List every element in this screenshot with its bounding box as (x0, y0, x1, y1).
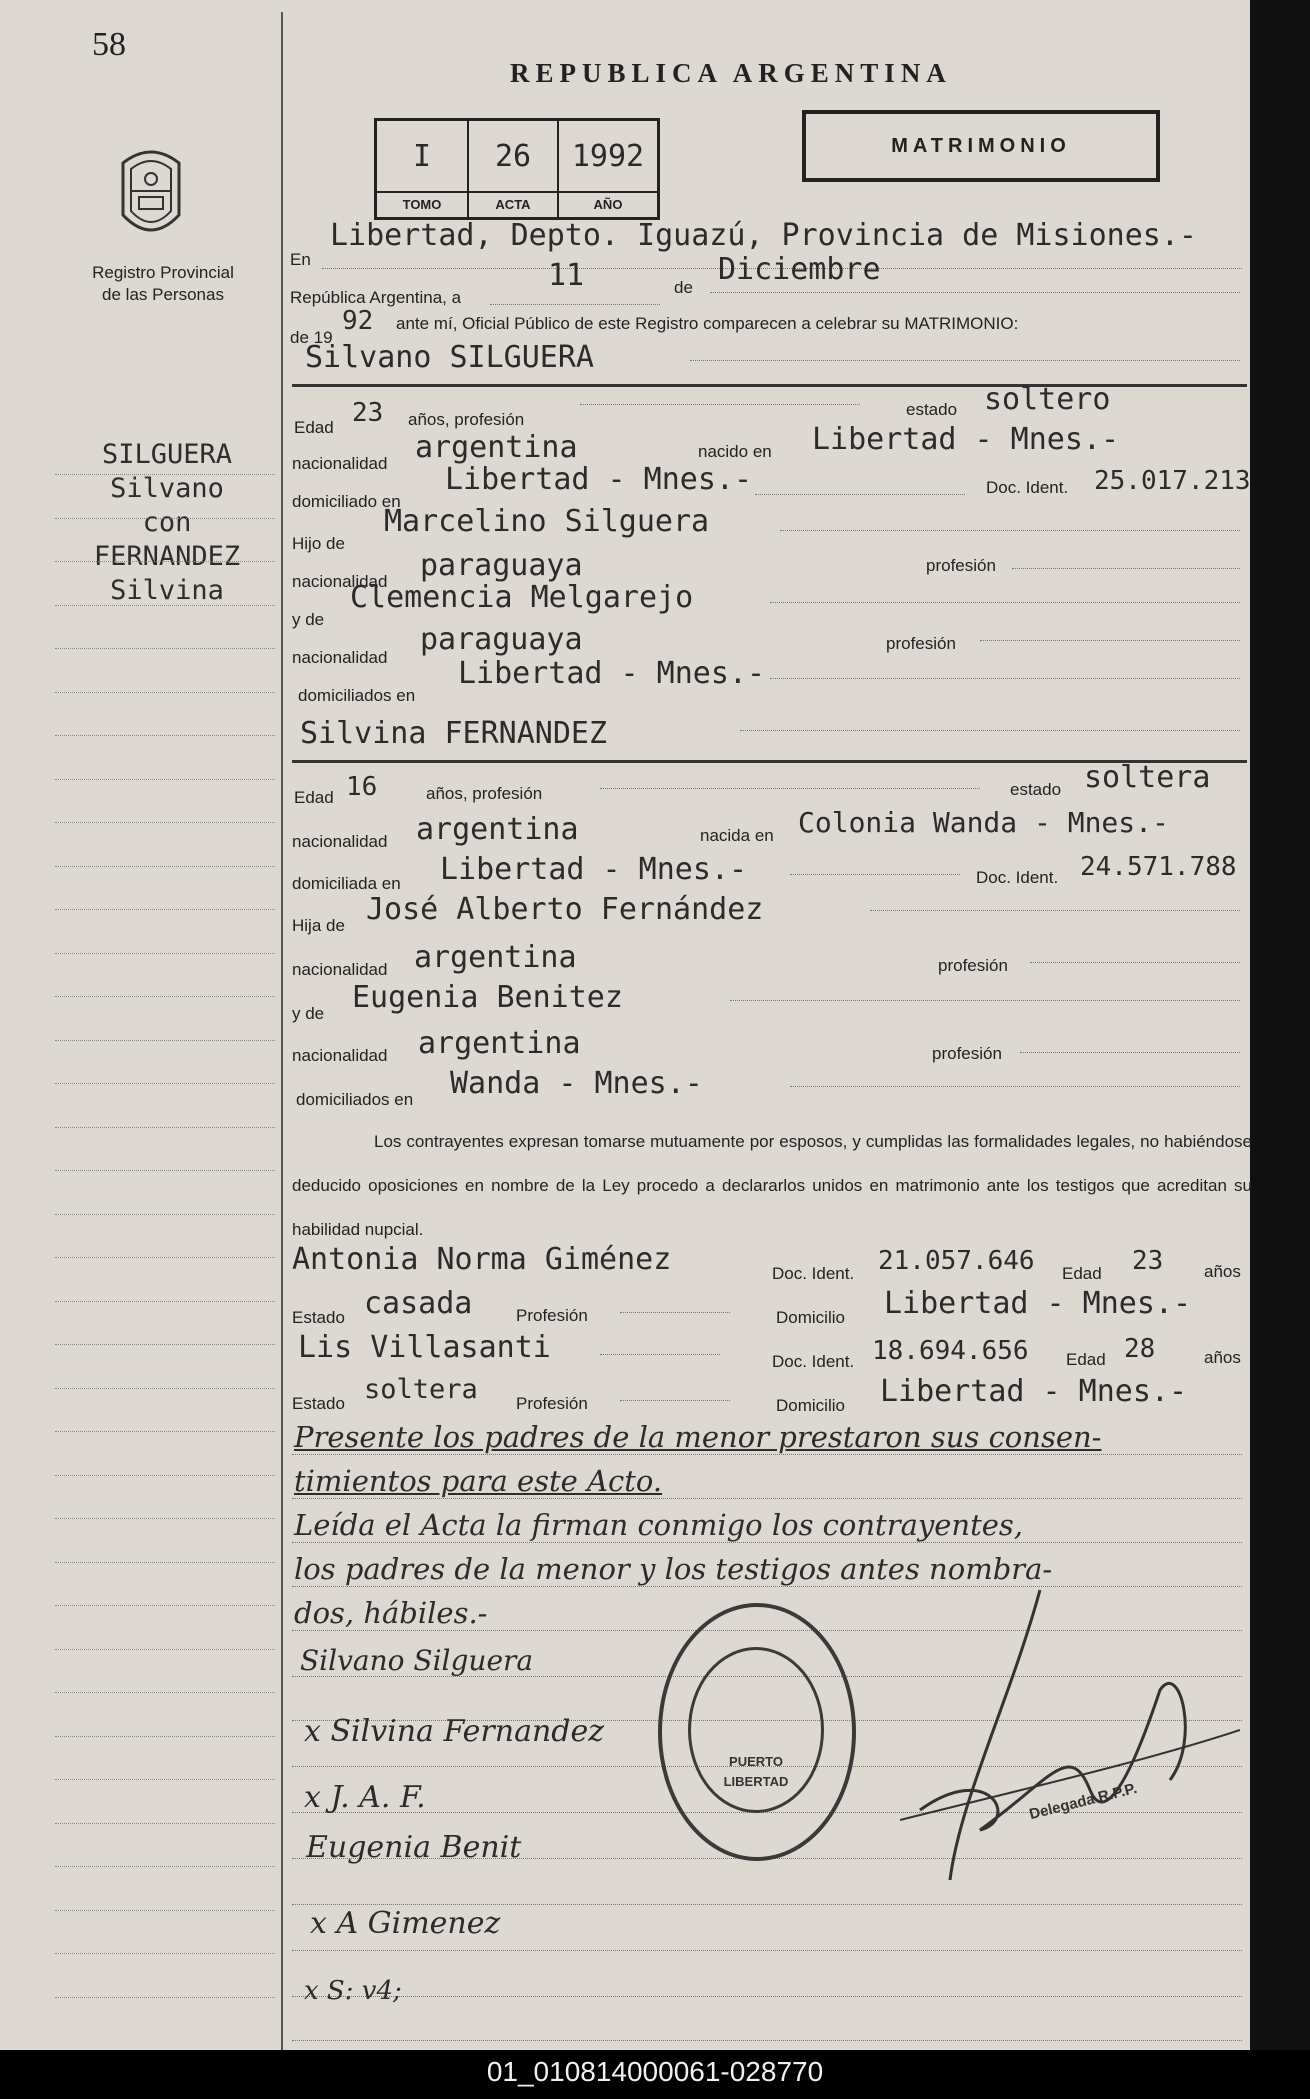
fill-line (690, 360, 1240, 361)
note-rule-line (292, 1498, 1242, 1499)
note-rule-line (292, 2040, 1242, 2041)
acta-cell: 26 ACTA (469, 121, 559, 217)
label-estado: Estado (292, 1394, 345, 1413)
bride-estado: soltera (1084, 760, 1211, 795)
margin-rule-line (55, 1866, 275, 1867)
witness1-name: Antonia Norma Giménez (292, 1242, 672, 1277)
fill-line (980, 640, 1240, 641)
groom-father: Marcelino Silguera (384, 504, 710, 539)
fill-line (1030, 962, 1240, 963)
groom-doc: 25.017.213 (1094, 466, 1251, 496)
fill-line (620, 1312, 730, 1313)
witness2-edad: 28 (1124, 1334, 1156, 1364)
label-republica: República Argentina, a (290, 288, 462, 307)
witness2-domicilio: Libertad - Mnes.- (880, 1374, 1188, 1409)
fill-line (790, 1086, 1240, 1087)
label-profesion: profesión (932, 1044, 1002, 1063)
label-domiciliada: domiciliada en (292, 874, 401, 893)
fill-line (755, 494, 965, 495)
label-profesion: profesión (886, 634, 956, 653)
margin-name: con (142, 507, 192, 538)
label-anos-profesion: años, profesión (426, 784, 543, 803)
label-estado: estado (906, 400, 958, 419)
margin-rule-line (55, 909, 275, 910)
margin-rule-line (55, 1823, 275, 1824)
fill-line (620, 1400, 730, 1401)
fill-line (770, 602, 1240, 603)
label-edad: Edad (294, 418, 334, 437)
label-domiciliados: domiciliados en (296, 1090, 414, 1109)
bride-parents-domicilio: Wanda - Mnes.- (450, 1066, 703, 1101)
label-domiciliado: domiciliado en (292, 492, 401, 511)
witness1-domicilio: Libertad - Mnes.- (884, 1286, 1192, 1321)
bride-nacida-en: Colonia Wanda - Mnes.- (798, 806, 1169, 839)
groom-father-nacionalidad: paraguaya (420, 548, 583, 583)
signature: x J. A. F. (304, 1780, 426, 1815)
signature: x Silvina Fernandez (304, 1714, 605, 1749)
fill-line (740, 730, 1240, 731)
margin-rule-line (55, 822, 275, 823)
label-y-de: y de (292, 610, 325, 629)
fill-line (580, 404, 860, 405)
witness2-estado: soltera (364, 1374, 478, 1405)
fill-line (1012, 568, 1240, 569)
margin-rule-line (55, 1518, 275, 1519)
margin-name: Silvano (110, 473, 224, 504)
label-nacionalidad: nacionalidad (292, 1046, 388, 1065)
witness2-doc: 18.694.656 (872, 1336, 1029, 1366)
label-nacionalidad: nacionalidad (292, 648, 388, 667)
note-rule-line (292, 1996, 1242, 1997)
witness1-estado: casada (364, 1286, 473, 1321)
margin-rule-line (55, 1997, 275, 1998)
delegate-title: Delegada R.P.P. (1027, 1779, 1139, 1824)
fill-line (730, 1000, 1240, 1001)
margin-rule-line (55, 1736, 275, 1737)
margin-rule-line (55, 474, 275, 475)
fill-line (1020, 1052, 1240, 1053)
note-line: los padres de la menor y los testigos antes nombra- (294, 1552, 1053, 1586)
margin-rule-line (55, 561, 275, 562)
fill-line (710, 292, 1240, 293)
margin-rule-line (55, 1127, 275, 1128)
groom-nacido-en: Libertad - Mnes.- (812, 422, 1120, 457)
bride-edad: 16 (346, 772, 378, 802)
margin-rule-line (55, 1388, 275, 1389)
label-anos-profesion: años, profesión (408, 410, 525, 429)
signature: Eugenia Benit (306, 1830, 522, 1865)
note-line: Presente los padres de la menor prestaron sus consen- (294, 1420, 1102, 1454)
margin-rule-line (55, 1344, 275, 1345)
margin-name: Silvina (110, 575, 224, 606)
margin-rule-line (55, 1562, 275, 1563)
fill-line (870, 910, 1240, 911)
label-y-de: y de (292, 1004, 325, 1023)
fill-line (780, 530, 1240, 531)
witness2-name: Lis Villasanti (298, 1330, 551, 1365)
label-doc: Doc. Ident. (772, 1352, 855, 1371)
fill-line (600, 1354, 720, 1355)
tomo-cell: I TOMO (377, 121, 469, 217)
margin-rule-line (55, 1910, 275, 1911)
note-line: dos, hábiles.- (294, 1596, 488, 1630)
margin-rule-line (55, 1605, 275, 1606)
groom-edad: 23 (352, 398, 384, 428)
scan-id: 01_010814000061-028770 (486, 2056, 824, 2087)
margin-rule-line (55, 866, 275, 867)
label-doc: Doc. Ident. (772, 1264, 855, 1283)
note-rule-line (292, 1542, 1242, 1543)
label-doc: Doc. Ident. (976, 868, 1059, 887)
margin-rule-line (55, 1083, 275, 1084)
margin-rule-line (55, 1431, 275, 1432)
margin-rule-line (55, 518, 275, 519)
bride-mother-nacionalidad: argentina (418, 1026, 581, 1061)
signature: x A Gimenez (310, 1906, 501, 1941)
margin-rule-line (55, 1257, 275, 1258)
note-line: Leída el Acta la firman conmigo los contrayentes, (294, 1508, 1023, 1542)
label-nacionalidad: nacionalidad (292, 454, 388, 473)
declaration-text: Los contrayentes expresan tomarse mutuamente por esposos, y cumplidas las formalidades legales, no habiéndose deducido oposiciones en nombre de la Ley procedo a declararlos unidos en matrimonio ante los testigos que acreditan su habilidad nupcial. (292, 1132, 1252, 1239)
bride-father: José Alberto Fernández (366, 892, 764, 927)
month-value: Diciembre (718, 252, 881, 287)
label-profesion: profesión (938, 956, 1008, 975)
groom-mother: Clemencia Melgarejo (350, 580, 694, 615)
margin-rule-line (55, 1779, 275, 1780)
bride-domicilio: Libertad - Mnes.- (440, 852, 748, 887)
groom-nacionalidad: argentina (415, 430, 578, 465)
label-domicilio: Domicilio (776, 1396, 845, 1415)
margin-annotation (52, 438, 282, 608)
year-value: 92 (342, 306, 374, 336)
label-profesion: Profesión (516, 1394, 588, 1413)
label-nacida-en: nacida en (700, 826, 774, 845)
label-nacionalidad: nacionalidad (292, 572, 388, 591)
intro-text: ante mí, Oficial Público de este Registro comparecen a celebrar su MATRIMONIO: (396, 314, 1019, 333)
margin-rule-line (55, 1649, 275, 1650)
bride-mother: Eugenia Benitez (352, 980, 623, 1015)
official-stamp: PUERTO LIBERTAD (658, 1603, 856, 1861)
label-domicilio: Domicilio (776, 1308, 845, 1327)
label-doc: Doc. Ident. (986, 478, 1069, 497)
margin-rule-line (55, 1170, 275, 1171)
label-estado: Estado (292, 1308, 345, 1327)
margin-rule-line (55, 953, 275, 954)
fill-line (770, 678, 1240, 679)
bride-father-nacionalidad: argentina (414, 940, 577, 975)
label-profesion: Profesión (516, 1306, 588, 1325)
bride-nacionalidad: argentina (416, 812, 579, 847)
margin-rule-line (55, 779, 275, 780)
place-value: Libertad, Depto. Iguazú, Provincia de Misiones.- (330, 218, 1197, 253)
note-rule-line (292, 1454, 1242, 1455)
witness1-doc: 21.057.646 (878, 1246, 1035, 1276)
bride-doc: 24.571.788 (1080, 852, 1237, 882)
label-edad: Edad (1062, 1264, 1102, 1283)
margin-rule-line (55, 1301, 275, 1302)
signature: Silvano Silguera (300, 1644, 534, 1677)
label-nacionalidad: nacionalidad (292, 832, 388, 851)
signature: x S: v4; (304, 1976, 402, 2006)
label-nacionalidad: nacionalidad (292, 960, 388, 979)
label-hijo-de: Hijo de (292, 534, 345, 553)
margin-name: FERNANDEZ (93, 541, 241, 572)
margin-rule-line (55, 692, 275, 693)
groom-domicilio: Libertad - Mnes.- (445, 462, 753, 497)
groom-estado: soltero (984, 382, 1111, 417)
country-title: REPUBLICA ARGENTINA (510, 58, 952, 88)
official-signature-mark (900, 1580, 1240, 1910)
label-edad: Edad (1066, 1350, 1106, 1369)
groom-mother-nacionalidad: paraguaya (420, 622, 583, 657)
label-anos: años (1204, 1348, 1241, 1367)
margin-divider (281, 12, 283, 2052)
label-profesion: profesión (926, 556, 996, 575)
margin-rule-line (55, 735, 275, 736)
label-hija-de: Hija de (292, 916, 345, 935)
acta-reference-box (374, 118, 660, 220)
fill-line (600, 788, 980, 789)
margin-name: SILGUERA (101, 439, 233, 470)
margin-rule-line (55, 1953, 275, 1954)
witness1-edad: 23 (1132, 1246, 1164, 1276)
groom-name: Silvano SILGUERA (305, 340, 594, 375)
note-rule-line (292, 1950, 1242, 1951)
coat-of-arms-icon (115, 145, 187, 250)
bride-name: Silvina FERNANDEZ (300, 716, 608, 751)
label-estado: estado (1010, 780, 1062, 799)
label-de-19: de 19 (290, 328, 333, 347)
margin-rule-line (55, 1214, 275, 1215)
margin-rule-line (55, 1040, 275, 1041)
margin-rule-line (55, 648, 275, 649)
registry-name: Registro Provincial de las Personas (92, 263, 234, 304)
label-edad: Edad (294, 788, 334, 807)
day-value: 11 (548, 258, 585, 293)
fill-line (490, 304, 660, 305)
fill-line (790, 874, 960, 875)
label-nacido-en: nacido en (698, 442, 772, 461)
label-de: de (674, 278, 693, 297)
label-en: En (290, 250, 311, 269)
ano-cell: 1992 AÑO (559, 121, 657, 217)
margin-rule-line (55, 1475, 275, 1476)
page-number: 58 (92, 26, 126, 63)
margin-rule-line (55, 1692, 275, 1693)
margin-rule-line (55, 605, 275, 606)
label-anos: años (1204, 1262, 1241, 1281)
note-line: timientos para este Acto. (294, 1464, 663, 1498)
label-domiciliados: domiciliados en (298, 686, 416, 705)
margin-rule-line (55, 996, 275, 997)
groom-parents-domicilio: Libertad - Mnes.- (458, 656, 766, 691)
certificate-type: MATRIMONIO (802, 110, 1160, 182)
